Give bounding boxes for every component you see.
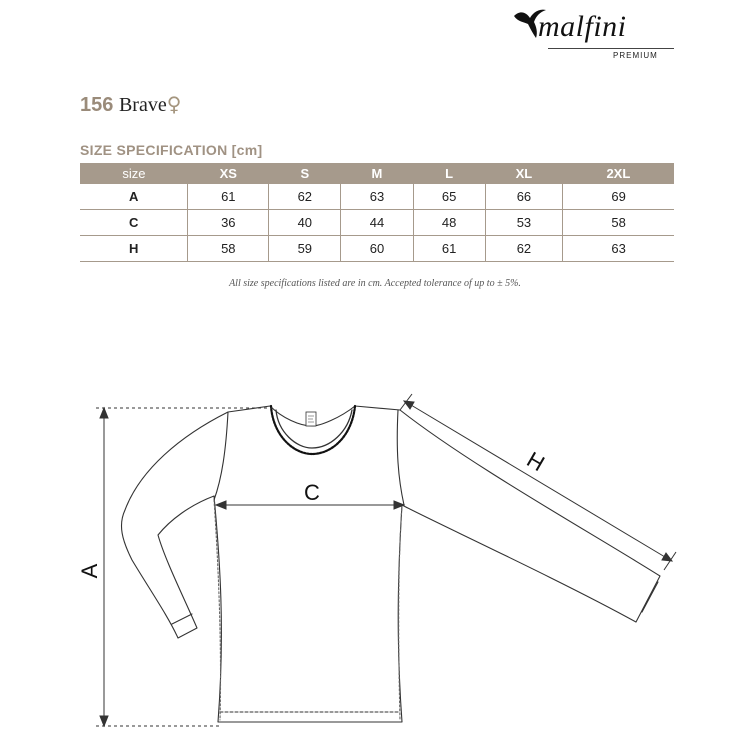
armhole-seam-right [397,410,404,505]
table-cell: 44 [341,210,413,236]
table-row [80,210,674,236]
logo-subtitle: PREMIUM [613,51,658,60]
table-cell: 36 [188,210,269,236]
table-header-cell: M [341,163,413,184]
dimension-line-h [406,402,670,560]
table-cell: 48 [413,210,485,236]
product-name: Brave [118,94,167,116]
table-cell: 62 [485,236,563,262]
table-cell: 62 [269,184,341,210]
table-header-cell: L [413,163,485,184]
table-cell: 63 [563,236,674,262]
table-header-cell: XS [188,163,269,184]
female-icon: ♀ [166,92,182,116]
table-cell: 58 [563,210,674,236]
product-title [80,92,181,117]
cuff-right [642,582,658,612]
section-title: SIZE SPECIFICATION [cm] [80,142,263,158]
logo-wordmark: malfini [538,10,627,43]
table-row [80,184,674,210]
table-header-cell: XL [485,163,563,184]
dimension-label-a: A [77,563,102,579]
table-cell: 66 [485,184,563,210]
table-header-row [80,163,674,184]
table-cell: 60 [341,236,413,262]
table-cell: 65 [413,184,485,210]
table-cell: 69 [563,184,674,210]
tolerance-note: All size specifications listed are in cm. Accepted tolerance of up to ± 5%. [229,278,521,289]
brand-logo [512,6,677,62]
table-cell: 53 [485,210,563,236]
table-cell: 63 [341,184,413,210]
size-table [80,163,674,262]
table-header-cell: size [80,163,188,184]
row-label: C [80,210,188,236]
cuff-left [172,614,192,624]
table-cell: 59 [269,236,341,262]
table-header-cell: 2XL [563,163,674,184]
row-label: H [80,236,188,262]
table-cell: 58 [188,236,269,262]
armhole-seam-left [214,412,228,500]
table-cell: 61 [188,184,269,210]
table-header-cell: S [269,163,341,184]
dimension-label-h: H [522,446,549,477]
dimension-label-c: C [304,480,320,505]
shirt-outline [121,406,660,722]
row-label: A [80,184,188,210]
table-cell: 61 [413,236,485,262]
product-code: 156 [80,94,114,116]
table-cell: 40 [269,210,341,236]
logo-divider [548,48,674,49]
table-row [80,236,674,262]
garment-diagram [0,380,750,750]
